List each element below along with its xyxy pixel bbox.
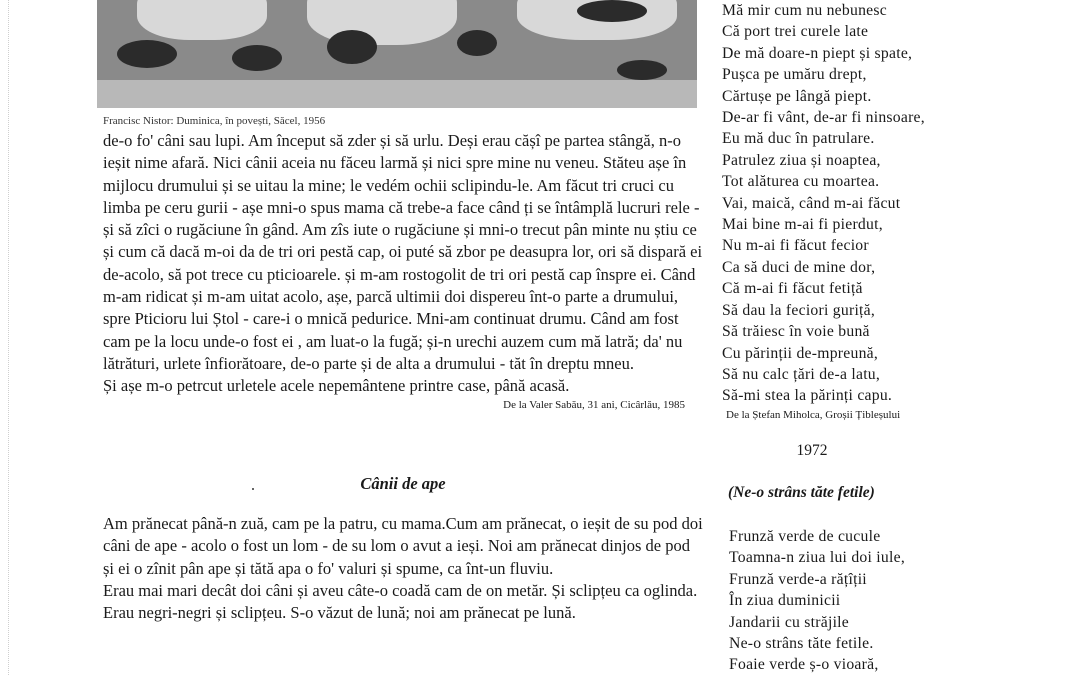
poem-line: Să-mi stea la părinți capu. (722, 387, 893, 405)
poem-line: Pușca pe umăru drept, (722, 66, 867, 84)
poem-line: De mă doare-n piept și spate, (722, 44, 913, 62)
story-one (103, 130, 703, 412)
poem-line: Că port trei curele late (722, 23, 869, 41)
photo-caption: Francisc Nistor: Duminica, în povești, Săcel, 1956 (103, 115, 326, 127)
poem-line: Eu mă duc în patrulare. (722, 130, 875, 148)
poem-line: Că m-ai fi făcut fetiță (722, 280, 863, 298)
poem-line: Cu părinții de-mpreună, (722, 344, 879, 362)
poem-line: Tot alăturea cu moartea. (722, 173, 880, 191)
poem-line: Cărtușe pe lângă piept. (722, 87, 872, 105)
poem-line: Mă mir cum nu nebunesc (722, 2, 887, 19)
archive-photo (97, 0, 697, 108)
poem-line: Foaie verde ș-o vioară, (729, 656, 879, 674)
story-two-paragraph: Am prănecat până-n zuă, cam pe la patru, cu mama.Cum am prănecat, o ieșit de su pod doi câni de ape - acolo o fost un lom - de su lom o avut a ieși. Noi am prănecat dinjos de pod și ei o zînit pân ape și tătă apa o fo' valuri și spume, ca înt-un fluviu. (103, 514, 703, 578)
story-two (103, 513, 703, 624)
poem-line: Jandarii cu străjile (729, 613, 849, 631)
story-one-attribution: De la Valer Sabău, 31 ani, Cicârlău, 1985 (503, 398, 685, 411)
poem-one-attribution: De la Ștefan Miholca, Groșii Țibleșului (726, 408, 901, 421)
poem-line: Să trăiesc în voie bună (722, 323, 870, 341)
poem-two-title: (Ne-o strâns tăte fetile) (728, 484, 875, 501)
story-two-paragraph: Erau mai mari decât doi câni și aveu câte-o coadă cam de on metăr. Și sclipțeu ca oglinda. Erau negri-negri și sclipțeu. S-o văzut de lună; noi am prănecat pe lună. (103, 580, 698, 623)
poem-line: Mai bine m-ai fi pierdut, (722, 216, 883, 234)
margin-scan-marks (8, 0, 15, 675)
poem-line: Ne-o strâns tăte fetile. (729, 635, 874, 653)
poem-line: Frunză verde de cucule (729, 528, 881, 545)
poem-line: Ca să duci de mine dor, (722, 258, 876, 276)
story-one-paragraph: de-o fo' câni sau lupi. Am început să zder și să urlu. Deși erau cășî pe partea stângă, n-o ieșit nime afară. Nici cânii aceia nu făceu larmă și nici spre mine nu veneu. Stăteu așe în mijlocu drumului și se uitau la mine; le vedém ochii sclipindu-le. Am făcut tri cruci cu limba pe ceru gurii - așe mni-o spus mama că trebe-a face când ți se întâmplă lucruri rele - și să zîci o rugăciune în gând. Am zîs iute o rugăciune și mni-o trecut pân minte nu știu ce și cum că dacă m-oi da de tri ori pestă cap, oi puté să zbor pe deasupra lor, ori să dispară ei de-acolo, să pot trece cu pticioarele. și m-am rostogolit de tri ori pestă cap înspre ei. Când m-am ridicat și m-am uitat acolo, așe, parcă ultimii doi dispereu înt-o parte a drumului, spre Pticioru lui Ștol - care-i o mnică pedurice. Mni-am continuat drumu. Când am fost cam pe la locu unde-o fost ei , am luat-o la fugă; și-n urechi auzem cum mă latră; da' nu lătrături, urlete înfiorătoare, de-o parte și de alta a drumului - tăt în dreptu mneu. (103, 131, 703, 373)
poem-two (729, 526, 1069, 676)
poem-one (722, 0, 1062, 422)
poem-line: Frunză verde-a rățîții (729, 570, 867, 588)
poem-line: Să nu calc țări de-a latu, (722, 365, 881, 383)
poem-line: Nu m-ai fi făcut fecior (722, 237, 869, 255)
poem-line: În ziua duminicii (729, 592, 841, 610)
story-one-paragraph: Și așe m-o petrcut urletele acele nepemântene printre case, până acasă. (103, 376, 570, 396)
poem-line: Patrulez ziua și noaptea, (722, 151, 881, 169)
year-heading: 1972 (796, 442, 828, 459)
poem-line: De-ar fi vânt, de-ar fi ninsoare, (722, 109, 925, 127)
story-two-title: Cânii de ape (360, 474, 446, 493)
poem-line: Să dau la feciori guriță, (722, 301, 876, 319)
poem-line: Vai, maică, când m-ai făcut (722, 194, 901, 212)
poem-line: Toamna-n ziua lui doi iule, (729, 549, 905, 567)
